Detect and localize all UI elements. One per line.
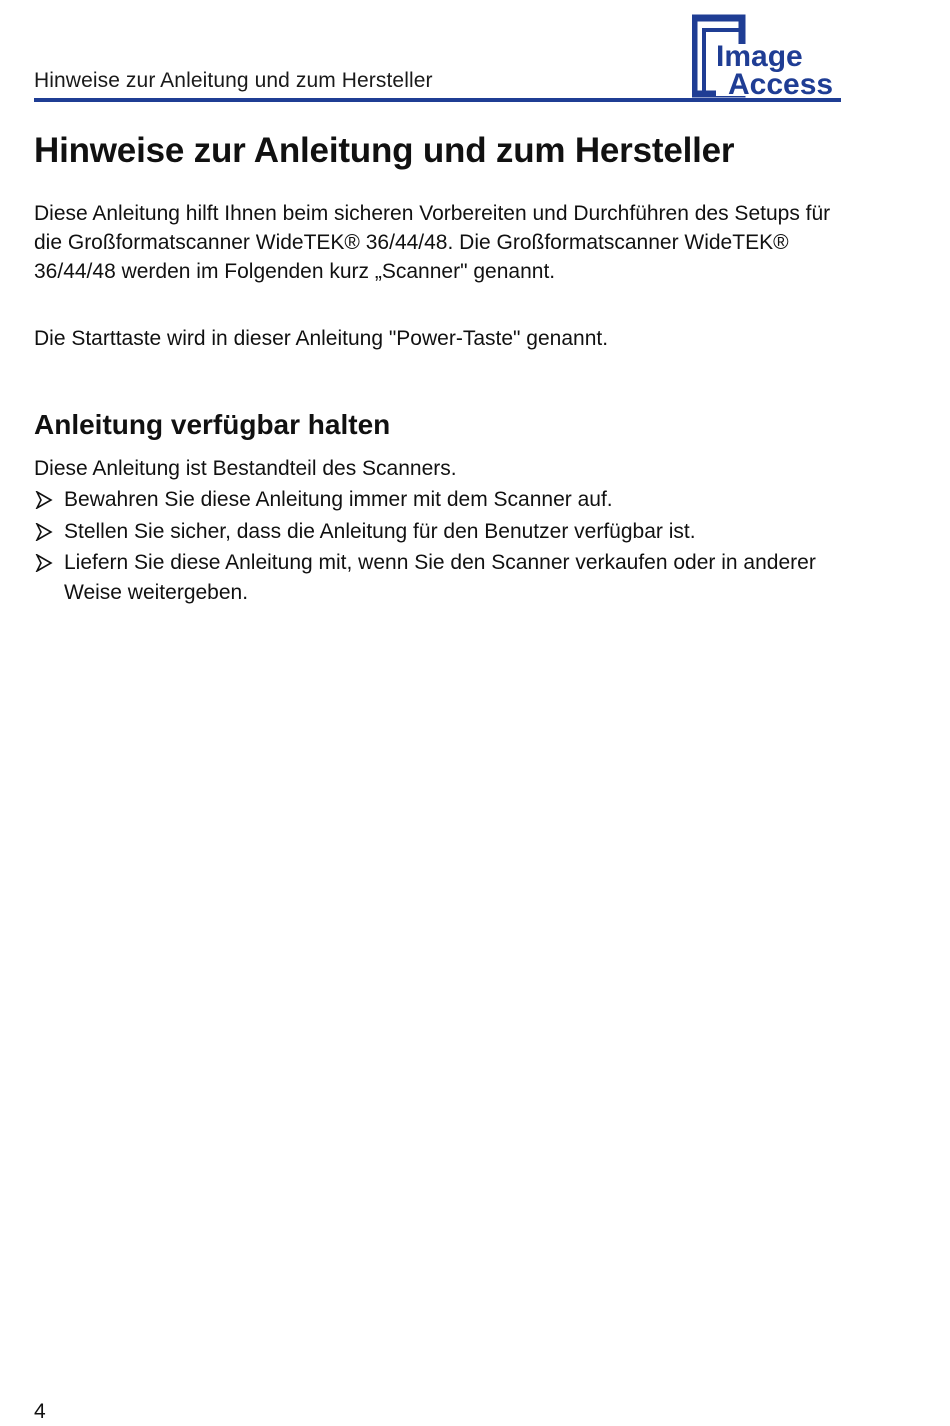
header-rule — [34, 98, 841, 102]
bullet-list — [34, 485, 844, 610]
arrowhead-bullet-icon — [35, 523, 53, 541]
arrowhead-bullet-icon — [35, 491, 53, 509]
list-item — [34, 548, 844, 608]
list-item — [34, 517, 844, 547]
section-heading: Anleitung verfügbar halten — [34, 409, 391, 440]
svg-text:Image: Image — [716, 40, 803, 73]
image-access-logo — [692, 14, 842, 98]
power-button-note: Die Starttaste wird in dieser Anleitung "Power-Taste" genannt. — [34, 327, 609, 350]
svg-text:Access: Access — [728, 68, 834, 98]
section-intro: Diese Anleitung ist Bestandteil des Scanners. — [34, 457, 457, 480]
arrowhead-bullet-icon — [35, 554, 53, 572]
page-title: Hinweise zur Anleitung und zum Hersteller — [34, 131, 735, 170]
list-item — [34, 485, 844, 515]
list-item-text: Stellen Sie sicher, dass die Anleitung für den Benutzer verfügbar ist. — [64, 519, 696, 543]
list-item-text: Bewahren Sie diese Anleitung immer mit dem Scanner auf. — [64, 488, 613, 511]
list-item-text: Liefern Sie diese Anleitung mit, wenn Sie den Scanner verkaufen oder in anderer Weise weitergeben. — [64, 551, 816, 604]
running-header: Hinweise zur Anleitung und zum Hersteller — [34, 69, 433, 92]
page-number: 4 — [34, 1400, 46, 1423]
intro-paragraph: Diese Anleitung hilft Ihnen beim sicheren Vorbereiten und Durchführen des Setups für die Großformatscanner WideTEK® 36/44/48. Die Großformatscanner WideTEK® 36/44/48 werden im Folgenden kurz „Scanner" genannt. — [34, 202, 831, 283]
